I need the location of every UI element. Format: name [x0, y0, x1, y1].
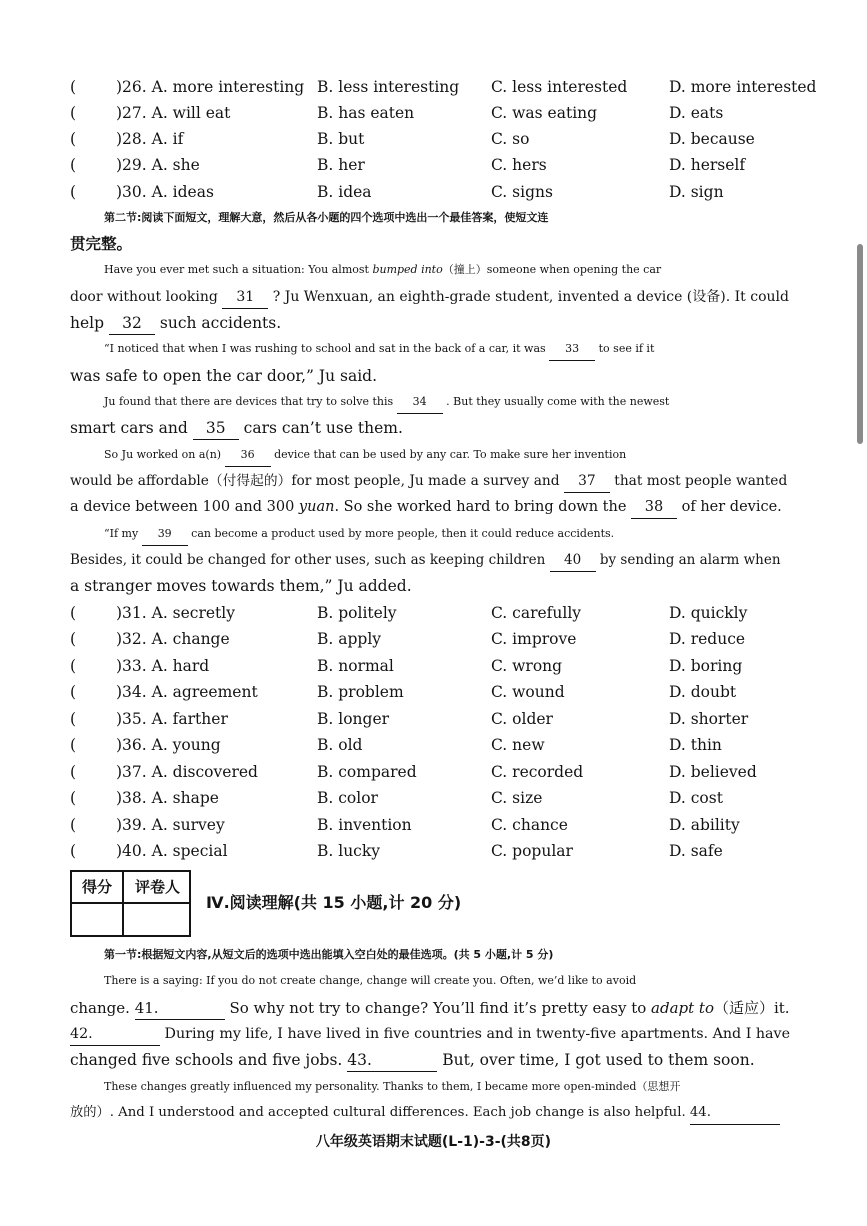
- option-row: [70, 653, 830, 679]
- blank-38[interactable]: 38: [631, 496, 677, 519]
- option-c: C. wound: [491, 683, 565, 701]
- section-heading: 第二节:阅读下面短文，理解大意，然后从各小题的四个选项中选出一个最佳答案，使短文连: [104, 211, 549, 224]
- option-a: )31. A. secretly: [116, 604, 236, 622]
- passage-line: [70, 284, 790, 310]
- option-row: [70, 600, 830, 626]
- option-b: B. her: [317, 156, 365, 174]
- option-c: C. recorded: [491, 763, 584, 781]
- option-row: [70, 152, 830, 178]
- passage-text: by sending an alarm when: [595, 552, 781, 568]
- scrollbar[interactable]: [857, 244, 863, 444]
- option-c: C. popular: [491, 842, 573, 860]
- answer-paren[interactable]: (: [70, 630, 77, 648]
- option-c: C. older: [491, 710, 553, 728]
- option-row: [70, 100, 830, 126]
- option-c: C. new: [491, 736, 545, 754]
- option-d: D. thin: [669, 736, 722, 754]
- passage-text: So why not try to change? You’ll find it’s pretty easy to: [224, 999, 652, 1017]
- passage-text: of her device.: [677, 499, 782, 515]
- option-d: D. eats: [669, 104, 724, 122]
- answer-paren[interactable]: (: [70, 842, 77, 860]
- passage-text: smart cars and: [70, 419, 193, 437]
- passage-text: （适应）it.: [713, 999, 790, 1017]
- option-d: D. doubt: [669, 683, 737, 701]
- option-a: )38. A. shape: [116, 789, 219, 807]
- option-row: [70, 838, 830, 864]
- blank-33[interactable]: 33: [549, 338, 595, 361]
- option-b: B. compared: [317, 763, 417, 781]
- blank-34[interactable]: 34: [397, 391, 443, 414]
- option-b: B. longer: [317, 710, 390, 728]
- option-row: [70, 74, 830, 100]
- option-b: B. invention: [317, 816, 412, 834]
- option-c: C. chance: [491, 816, 568, 834]
- option-d: D. shorter: [669, 710, 749, 728]
- answer-paren[interactable]: (: [70, 130, 77, 148]
- passage-line: [104, 257, 824, 283]
- passage-text: change.: [70, 999, 135, 1017]
- passage-text: Have you ever met such a situation: You almost: [104, 263, 373, 276]
- answer-paren[interactable]: (: [70, 604, 77, 622]
- blank-35[interactable]: 35: [193, 417, 239, 440]
- option-d: D. boring: [669, 657, 743, 675]
- answer-paren[interactable]: (: [70, 710, 77, 728]
- option-row: [70, 759, 830, 785]
- passage-text: Ju found that there are devices that try to solve this: [104, 395, 397, 408]
- option-row: [70, 179, 830, 205]
- option-b: B. has eaten: [317, 104, 415, 122]
- section-title: Ⅳ.阅读理解(共 15 小题,计 20 分): [206, 893, 462, 912]
- option-row: [70, 785, 830, 811]
- passage-line: [70, 1100, 790, 1126]
- grader-label: 评卷人: [134, 878, 180, 896]
- option-d: D. because: [669, 130, 755, 148]
- option-c: C. was eating: [491, 104, 598, 122]
- passage-text: 放的）. And I understood and accepted cultural differences. Each job change is also helpful.: [70, 1105, 690, 1120]
- passage-line: [104, 442, 824, 468]
- passage-line: [70, 310, 790, 336]
- passage-line: [104, 389, 824, 415]
- section-heading: 第一节:根据短文内容,从短文后的选项中选出能填入空白处的最佳选项。(共 5 小题,计 5 分): [104, 948, 554, 961]
- option-c: C. less interested: [491, 78, 628, 96]
- blank-41[interactable]: 41.: [135, 997, 225, 1020]
- passage-text: ? Ju Wenxuan, an eighth-grade student, invented a device (设备). It could: [268, 289, 789, 305]
- passage-line: [70, 415, 790, 441]
- answer-paren[interactable]: (: [70, 789, 77, 807]
- passage-line: [70, 1021, 790, 1047]
- option-b: B. old: [317, 736, 363, 754]
- score-label: 得分: [81, 878, 112, 896]
- passage-text: cars can’t use them.: [238, 419, 403, 437]
- passage-text: changed five schools and five jobs.: [70, 1051, 348, 1069]
- passage-text: . But they usually come with the newest: [442, 395, 670, 408]
- answer-paren[interactable]: (: [70, 104, 77, 122]
- option-a: )36. A. young: [116, 736, 221, 754]
- option-c: C. carefully: [491, 604, 582, 622]
- answer-paren[interactable]: (: [70, 763, 77, 781]
- passage-text: During my life, I have lived in five countries and in twenty-five apartments. And I have: [160, 1026, 791, 1042]
- option-d: D. sign: [669, 183, 724, 201]
- option-a: )35. A. farther: [116, 710, 228, 728]
- option-c: C. signs: [491, 183, 553, 201]
- passage-text: Besides, it could be changed for other uses, such as keeping children: [70, 552, 550, 568]
- passage-line: a stranger moves towards them,” Ju added.: [70, 577, 412, 595]
- passage-italic: bumped into: [372, 263, 443, 276]
- passage-italic: adapt to: [651, 999, 714, 1017]
- section-heading-cont: 贯完整。: [70, 235, 133, 253]
- option-d: D. safe: [669, 842, 723, 860]
- blank-44[interactable]: 44.: [690, 1102, 780, 1125]
- option-a: )37. A. discovered: [116, 763, 258, 781]
- table-divider: [72, 902, 189, 904]
- passage-text: device that can be used by any car. To make sure her invention: [270, 448, 627, 461]
- passage-text: But, over time, I got used to them soon.: [437, 1051, 755, 1069]
- option-a: )29. A. she: [116, 156, 200, 174]
- blank-32[interactable]: 32: [109, 312, 155, 335]
- passage-text: door without looking: [70, 289, 223, 305]
- passage-line: These changes greatly influenced my personality. Thanks to them, I became more open-minded（思想开: [104, 1080, 681, 1093]
- passage-text: （撞上）someone when opening the car: [442, 263, 662, 276]
- option-d: D. quickly: [669, 604, 748, 622]
- option-b: B. lucky: [317, 842, 381, 860]
- option-b: B. normal: [317, 657, 394, 675]
- option-c: C. so: [491, 130, 530, 148]
- answer-paren[interactable]: (: [70, 156, 77, 174]
- option-d: D. more interested: [669, 78, 817, 96]
- passage-text: a device between 100 and 300: [70, 499, 299, 515]
- passage-text: would be affordable（付得起的）for most people, Ju made a survey and: [70, 473, 564, 489]
- option-b: B. problem: [317, 683, 404, 701]
- option-a: )40. A. special: [116, 842, 228, 860]
- option-row: [70, 812, 830, 838]
- option-c: C. size: [491, 789, 543, 807]
- passage-text: “If my: [104, 527, 142, 540]
- option-a: )27. A. will eat: [116, 104, 231, 122]
- option-c: C. hers: [491, 156, 547, 174]
- option-b: B. idea: [317, 183, 372, 201]
- option-a: )32. A. change: [116, 630, 230, 648]
- passage-line: was safe to open the car door,” Ju said.: [70, 367, 378, 385]
- option-a: )26. A. more interesting: [116, 78, 305, 96]
- answer-paren[interactable]: (: [70, 183, 77, 201]
- option-d: D. ability: [669, 816, 740, 834]
- option-b: B. but: [317, 130, 365, 148]
- option-row: [70, 126, 830, 152]
- passage-line: There is a saying: If you do not create change, change will create you. Often, we’d like to avoid: [104, 974, 637, 987]
- passage-line: [70, 995, 790, 1021]
- blank-31[interactable]: 31: [222, 286, 268, 309]
- passage-line: [70, 468, 790, 494]
- option-d: D. herself: [669, 156, 746, 174]
- passage-line: [104, 521, 824, 547]
- passage-text: “I noticed that when I was rushing to school and sat in the back of a car, it was: [104, 342, 550, 355]
- option-c: C. wrong: [491, 657, 563, 675]
- answer-paren[interactable]: (: [70, 683, 77, 701]
- passage-line: [70, 1047, 790, 1073]
- option-a: )28. A. if: [116, 130, 184, 148]
- option-a: )39. A. survey: [116, 816, 225, 834]
- option-b: B. color: [317, 789, 378, 807]
- option-c: C. improve: [491, 630, 577, 648]
- passage-text: help: [70, 314, 109, 332]
- answer-paren[interactable]: (: [70, 78, 77, 96]
- option-b: B. politely: [317, 604, 397, 622]
- option-a: )30. A. ideas: [116, 183, 214, 201]
- option-row: [70, 706, 830, 732]
- passage-text: such accidents.: [154, 314, 282, 332]
- option-d: D. reduce: [669, 630, 746, 648]
- answer-paren[interactable]: (: [70, 816, 77, 834]
- option-a: )34. A. agreement: [116, 683, 258, 701]
- passage-line: [70, 494, 790, 520]
- blank-42[interactable]: 42.: [70, 1023, 160, 1046]
- blank-43[interactable]: 43.: [347, 1049, 437, 1072]
- option-a: )33. A. hard: [116, 657, 210, 675]
- answer-paren[interactable]: (: [70, 657, 77, 675]
- option-row: [70, 732, 830, 758]
- option-d: D. believed: [669, 763, 757, 781]
- option-b: B. less interesting: [317, 78, 460, 96]
- blank-36[interactable]: 36: [225, 444, 271, 467]
- blank-37[interactable]: 37: [564, 470, 610, 493]
- passage-text: can become a product used by more people, then it could reduce accidents.: [187, 527, 615, 540]
- passage-line: [70, 547, 790, 573]
- passage-text: that most people wanted: [609, 473, 788, 489]
- passage-line: [104, 336, 824, 362]
- option-row: [70, 679, 830, 705]
- score-table: [70, 870, 191, 937]
- passage-text: to see if it: [595, 342, 655, 355]
- passage-italic: yuan: [298, 499, 335, 515]
- option-row: [70, 626, 830, 652]
- passage-text: . So she worked hard to bring down the: [334, 499, 632, 515]
- option-d: D. cost: [669, 789, 723, 807]
- blank-39[interactable]: 39: [142, 523, 188, 546]
- answer-paren[interactable]: (: [70, 736, 77, 754]
- passage-text: So Ju worked on a(n): [104, 448, 225, 461]
- option-b: B. apply: [317, 630, 382, 648]
- page-footer: 八年级英语期末试题(L-1)-3-(共8页): [315, 1134, 552, 1150]
- blank-40[interactable]: 40: [550, 549, 596, 572]
